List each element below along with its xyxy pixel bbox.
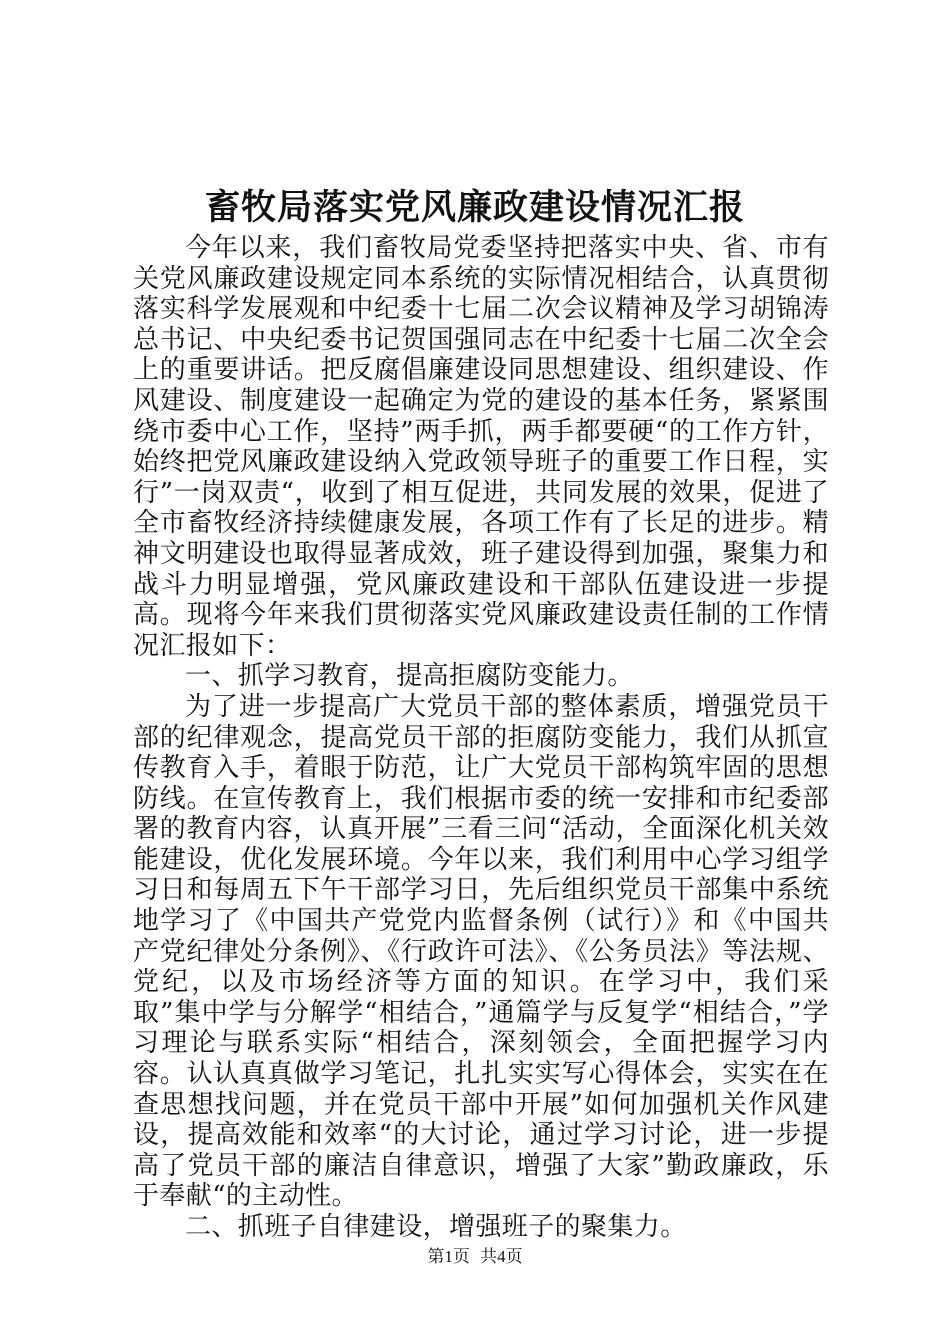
document-body (133, 233, 829, 1243)
page-number: 第1页 (427, 1247, 470, 1266)
document-title: 畜牧局落实党风廉政建设情况汇报 (204, 187, 745, 228)
page-footer (0, 1245, 950, 1269)
paragraph-intro: 今年以来，我们畜牧局党委坚持把落实中央、省、市有关党风廉政建设规定同本系统的实际情况相结合，认真贯彻落实科学发展观和中纪委十七届二次会议精神及学习胡锦涛总书记、中央纪委书记贺国强同志在中纪委十七届二次全会上的重要讲话。把反腐倡廉建设同思想建设、组织建设、作风建设、制度建设一起确定为党的建设的基本任务，紧紧围绕市委中心工作，坚持”两手抓，两手都要硬“的工作方针，始终把党风廉政建设纳入党政领导班子的重要工作日程，实行”一岗双责“，收到了相互促进，共同发展的效果，促进了全市畜牧经济持续健康发展，各项工作有了长足的进步。精神文明建设也取得显著成效，班子建设得到加强，聚集力和战斗力明显增强，党风廉政建设和干部队伍建设进一步提高。现将今年来我们贯彻落实党风廉政建设责任制的工作情况汇报如下： (133, 233, 829, 661)
section-heading-2: 二、抓班子自律建设，增强班子的聚集力。 (185, 1212, 687, 1242)
page-total: 共4页 (480, 1247, 523, 1266)
section-heading-1: 一、抓学习教育，提高拒腐防变能力。 (185, 661, 634, 692)
paragraph-section-1: 为了进一步提高广大党员干部的整体素质，增强党员干部的纪律观念，提高党员干部的拒腐防变能力，我们从抓宣传教育入手，着眼于防范，让广大党员干部构筑牢固的思想防线。在宣传教育上，我们根据市委的统一安排和市纪委部署的教育内容，认真开展”三看三问“活动，全面深化机关效能建设，优化发展环境。今年以来，我们利用中心学习组学习日和每周五下午干部学习日，先后组织党员干部集中系统地学习了《中国共产党党内监督条例（试行）》和《中国共产党纪律处分条例》、《行政许可法》、《公务员法》等法规、党纪，以及市场经济等方面的知识。在学习中，我们采取”集中学与分解学“相结合，”通篇学与反复学“相结合，”学习理论与联系实际“相结合，深刻领会，全面把握学习内容。认认真真做学习笔记，扎扎实实写心得体会，实实在在查思想找问题，并在党员干部中开展”如何加强机关作风建设，提高效能和效率“的大讨论，通过学习讨论，进一步提高了党员干部的廉洁自律意识，增强了大家”勤政廉政，乐于奉献“的主动性。 (133, 691, 829, 1212)
